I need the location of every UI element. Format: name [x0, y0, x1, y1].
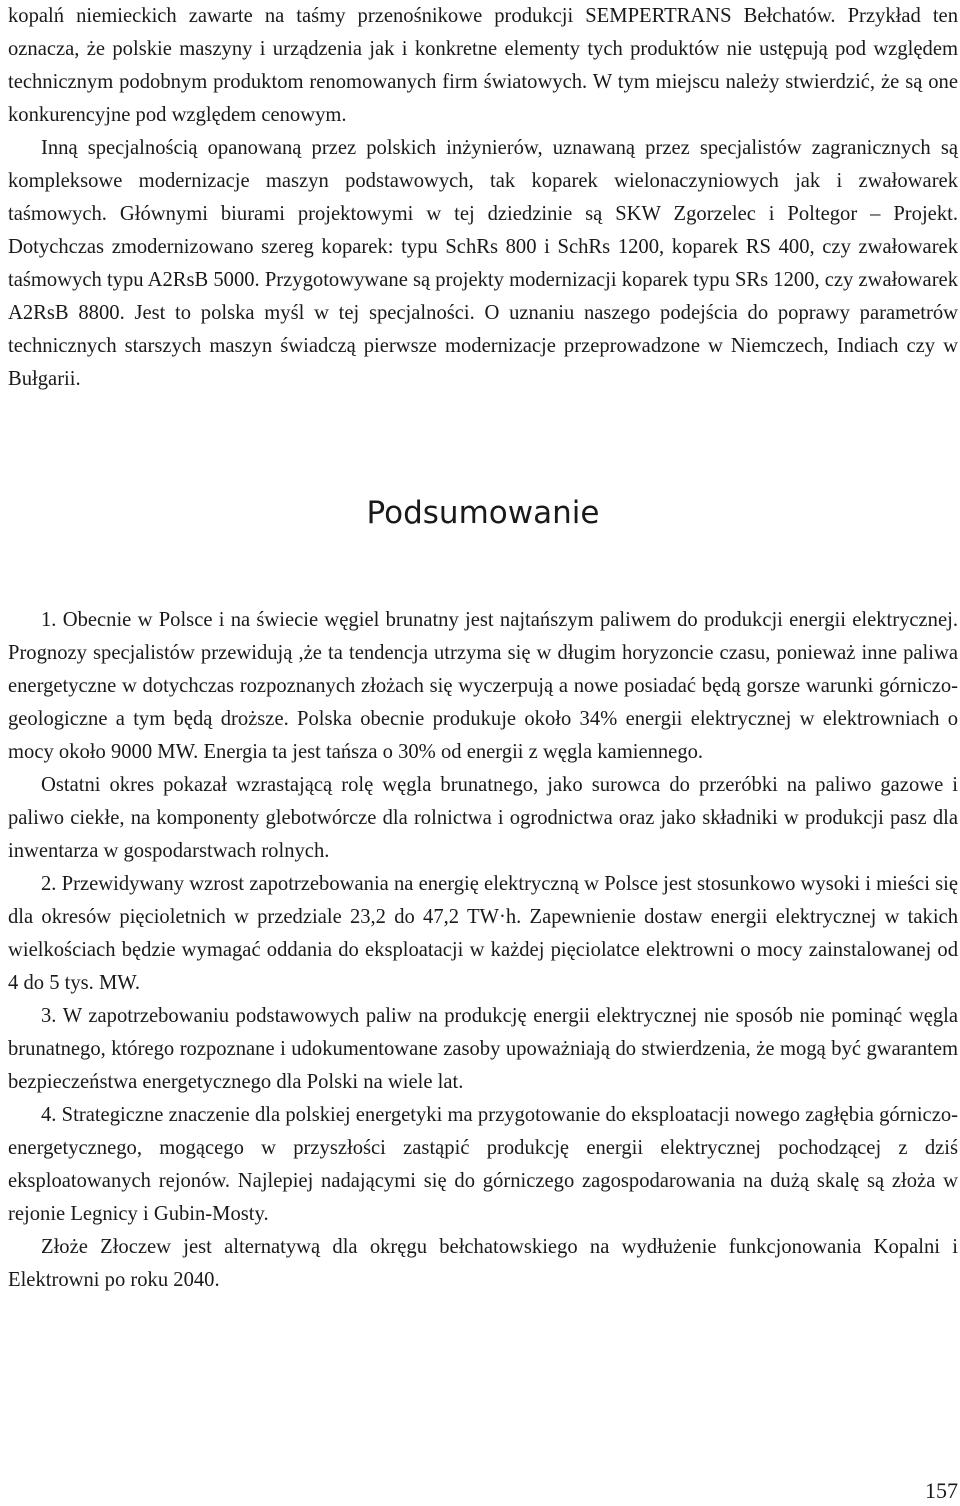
- intro-section: [8, 0, 958, 396]
- intro-paragraph-2: Inną specjalnością opanowaną przez polskich inżynierów, uznawaną przez specjalistów zagranicznych są kompleksowe modernizacje maszyn podstawowych, tak koparek wielonaczyniowych jak i zwałowarek taśmowych. Głównymi biurami projektowymi w tej dziedzinie są SKW Zgorzelec i Poltegor – Projekt. Dotychczas zmodernizowano szereg koparek: typu SchRs 800 i SchRs 1200, koparek RS 400, czy zwałowarek taśmowych typu A2RsB 5000. Przygotowywane są projekty modernizacji koparek typu SRs 1200, czy zwałowarek A2RsB 8800. Jest to polska myśl w tej specjalności. O uznaniu naszego podejścia do poprawy parametrów technicznych starszych maszyn świadczą pierwsze modernizacje przeprowadzone w Niemczech, Indiach czy w Bułgarii.: [8, 137, 958, 390]
- document-page: [8, 0, 958, 1297]
- summary-point-1: 1. Obecnie w Polsce i na świecie węgiel brunatny jest najtańszym paliwem do produkcji energii elektrycznej. Prognozy specjalistów przewidują ,że ta tendencja utrzyma się w długim horyzoncie czasu, ponieważ inne paliwa energetyczne w dotychczas rozpoznanych złożach się wyczerpują a nowe posiadać będą gorsze warunki górniczo-geologiczne a tym będą droższe. Polska obecnie produkuje około 34% energii elektrycznej w elektrowniach o mocy około 9000 MW. Energia ta jest tańsza o 30% od energii z węgla kamiennego.: [8, 609, 958, 763]
- summary-point-1-continuation: Ostatni okres pokazał wzrastającą rolę węgla brunatnego, jako surowca do przeróbki na paliwo gazowe i paliwo ciekłe, na komponenty glebotwórcze dla rolnictwa i ogrodnictwa oraz jako składniki w produkcji pasz dla inwentarza w gospodarstwach rolnych.: [8, 774, 958, 862]
- summary-point-4-continuation: Złoże Złoczew jest alternatywą dla okręgu bełchatowskiego na wydłużenie funkcjonowania Kopalni i Elektrowni po roku 2040.: [8, 1236, 958, 1291]
- summary-point-4: 4. Strategiczne znaczenie dla polskiej energetyki ma przygotowanie do eksploatacji nowego zagłębia górniczo-energetycznego, mogącego w przyszłości zastąpić produkcję energii elektrycznej pochodzącej z dziś eksploatowanych rejonów. Najlepiej nadającymi się do górniczego zagospodarowania na dużą skalę są złoża w rejonie Legnicy i Gubin-Mosty.: [8, 1104, 958, 1225]
- summary-section: [8, 604, 958, 1297]
- summary-point-3: 3. W zapotrzebowaniu podstawowych paliw na produkcję energii elektrycznej nie sposób nie pominąć węgla brunatnego, którego rozpoznane i udokumentowane zasoby upoważniają do stwierdzenia, że mogą być gwarantem bezpieczeństwa energetycznego dla Polski na wiele lat.: [8, 1005, 958, 1093]
- section-heading: Podsumowanie: [366, 495, 600, 531]
- summary-point-2: 2. Przewidywany wzrost zapotrzebowania na energię elektryczną w Polsce jest stosunkowo wysoki i mieści się dla okresów pięcioletnich w przedziale 23,2 do 47,2 TW·h. Zapewnienie dostaw energii elektrycznej w takich wielkościach będzie wymagać oddania do eksploatacji w każdej pięciolatce elektrowni o mocy zainstalowanej od 4 do 5 tys. MW.: [8, 873, 958, 994]
- intro-paragraph-1: kopalń niemieckich zawarte na taśmy przenośnikowe produkcji SEMPERTRANS Bełchatów. Przykład ten oznacza, że polskie maszyny i urządzenia jak i konkretne elementy tych produktów nie ustępują pod względem technicznym podobnym produktom renomowanych firm światowych. W tym miejscu należy stwierdzić, że są one konkurencyjne pod względem cenowym.: [8, 5, 958, 126]
- page-number: 157: [925, 1478, 958, 1503]
